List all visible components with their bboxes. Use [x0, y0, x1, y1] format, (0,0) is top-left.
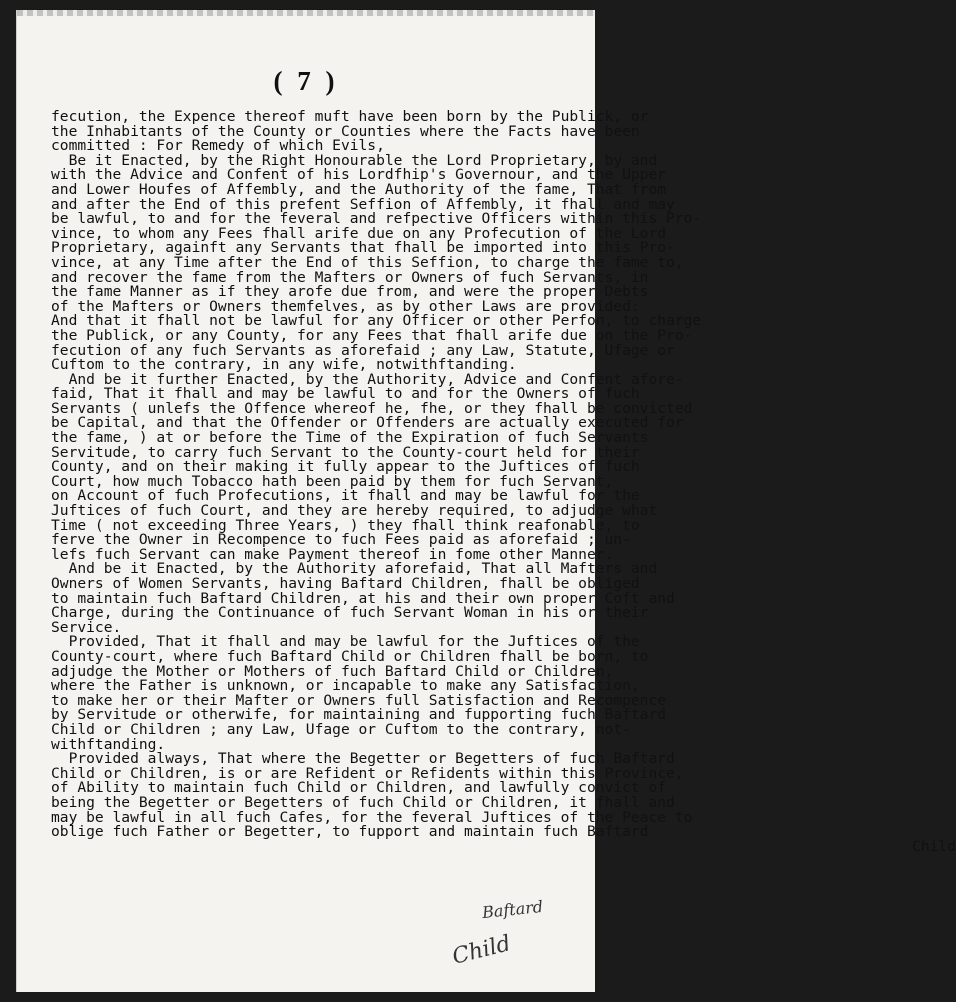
document-body-text: fecution, the Expence thereof muft have been born by the Publick, or the Inhabitants of the County or Counties where the Facts have been committed : For Remedy of which Evils, Be it Enacted, by the Right Honourable the Lord Proprietary, by and with the Advice and Confent of his Lordfhip's Governour, and the Upper and Lower Houfes of Affembly, and the Authority of the fame, That from and after the End of this prefent Seffion of Affembly, it fhall and may be lawful, to and for the feveral and refpective Officers within this Pro- vince, to whom any Fees fhall arife due on any Profecution of the Lord Proprietary, againft any Servants that fhall be imported into this Pro- vince, at any Time after the End of this Seffion, to charge the fame to, and recover the fame from the Mafters or Owners of fuch Servants, in the fame Manner as if they arofe due from, and were the proper Debts of the Mafters or Owners themfelves, as by other Laws are provided: And that it fhall not be lawful for any Officer or other Perfon, to charge the Publick, or any County, for any Fees that fhall arife due on the Pro- fecution of any fuch Servants as aforefaid ; any Law, Statute, Ufage or Cuftom to the contrary, in any wife, notwithftanding. And be it further Enacted, by the Authority, Advice and Confent afore- faid, That it fhall and may be lawful to and for the Owners of fuch Servants ( unlefs the Offence whereof he, fhe, or they fhall be convicted be Capital, and that the Offender or Offenders are actually executed for the fame, ) at or before the Time of the Expiration of fuch Servants Servitude, to carry fuch Servant to the County-court held for their County, and on their making it fully appear to the Juftices of fuch Court, how much Tobacco hath been paid by them for fuch Servant, on Account of fuch Profecutions, it fhall and may be lawful for the Juftices of fuch Court, and they are hereby required, to adjudge what Time ( not exceeding Three Years, ) they fhall think reafonable, to ferve the Owner in Recompence to fuch Fees paid as aforefaid ; un- lefs fuch Servant can make Payment thereof in fome other Manner. And be it Enacted, by the Authority aforefaid, That all Mafters and Owners of Women Servants, having Baftard Children, fhall be obliged to maintain fuch Baftard Children, at his and their own proper Coft and Charge, during the Continuance of fuch Servant Woman in his or their Service. Provided, That it fhall and may be lawful for the Juftices of the County-court, where fuch Baftard Child or Children fhall be born, to adjudge the Mother or Mothers of fuch Baftard Child or Children, where the Father is unknown, or incapable to make any Satisfaction, to make her or their Mafter or Owners full Satisfaction and Recompence by Servitude or otherwife, for maintaining and fupporting fuch Baftard Child or Children ; any Law, Ufage or Cuftom to the contrary, not- withftanding. Provided always, That where the Begetter or Begetters of fuch Baftard Child or Children, is or are Refident or Refidents within this Province, of Ability to maintain fuch Child or Children, and lawfully convict of being the Begetter or Begetters of fuch Child or Children, it fhall and may be lawful in all fuch Cafes, for the feveral Juftices of the Peace to oblige fuch Father or Begetter, to fupport and maintain fuch Baftard Child — [51, 108, 956, 855]
document-page — [16, 10, 956, 992]
handwritten-margin-note-2: Child — [449, 931, 514, 970]
page-top-edge — [17, 10, 595, 16]
handwritten-margin-note-1: Baftard — [481, 896, 544, 923]
page-number: ( 7 ) — [273, 66, 339, 96]
